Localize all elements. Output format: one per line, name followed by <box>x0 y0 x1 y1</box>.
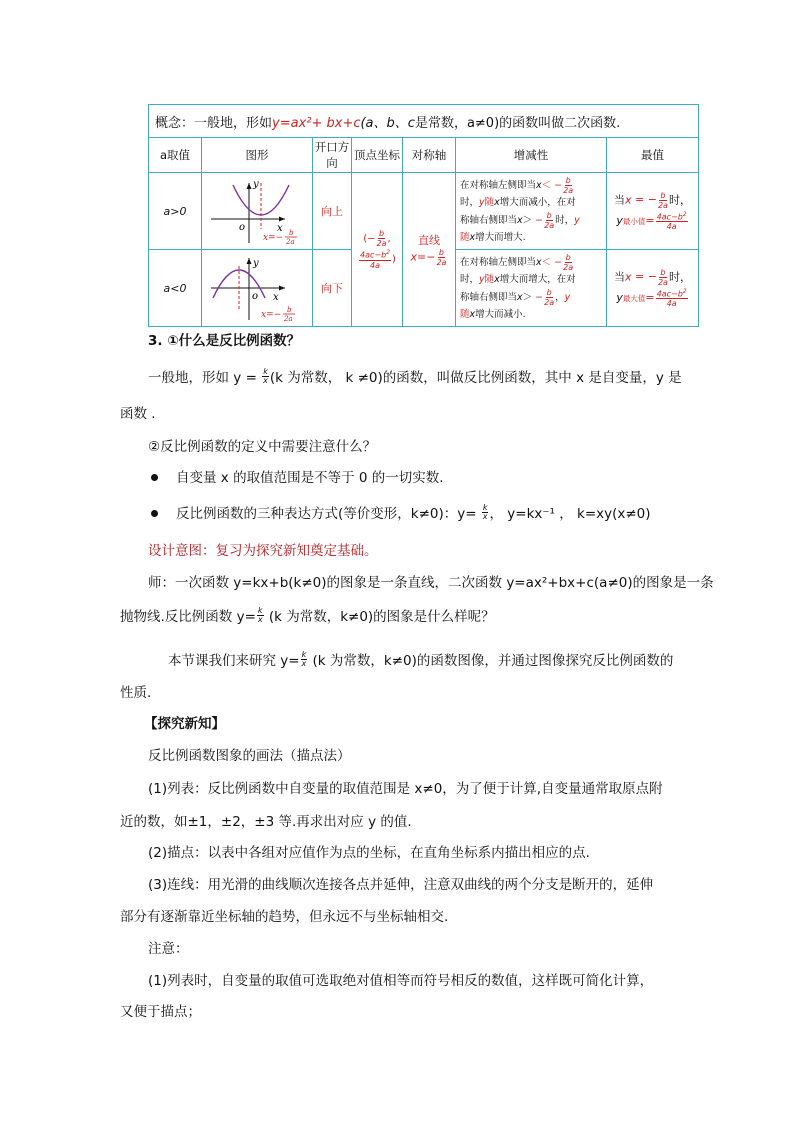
note-heading: 注意： <box>148 941 189 957</box>
def-rest: (k 为常数， k ≠0)的函数，叫做反比例函数，其中 x 是自变量，y 是 <box>269 370 682 386</box>
header-vertex: 顶点坐标 <box>352 138 403 173</box>
step3-line-2: 部分有逐渐靠近坐标轴的趋势，但永远不与坐标轴相交. <box>120 909 449 925</box>
teacher2-rest: (k 为常数，k≠0)的图象是什么样呢？ <box>264 609 495 625</box>
step1-line-1: (1)列表：反比例函数中自变量的取值范围是 x≠0，为了便于计算,自变量通常取原点附 <box>148 781 663 797</box>
note1-line-2: 又便于描点； <box>120 1004 201 1020</box>
quadratic-function-table <box>148 104 699 327</box>
t2-frac-num: k <box>257 605 263 615</box>
b2-frac-den: x <box>482 511 488 521</box>
concept-row <box>149 105 699 138</box>
parabola-up-graph <box>205 177 309 245</box>
note1-line-1: (1)列表时，自变量的取值可选取绝对值相等而符号相反的数值，这样既可简化计算， <box>148 973 654 989</box>
def-frac-den: x <box>263 375 268 385</box>
graph-down-cell <box>202 250 313 327</box>
bullet2-rest: ， y=kx⁻¹ ， k=xy(x≠0) <box>489 506 651 522</box>
axis-frac-num: b <box>289 229 294 237</box>
graph-up-cell <box>202 173 313 250</box>
origin-label: o <box>239 222 246 233</box>
concept-formula: y=ax²+ bx+c <box>272 115 361 131</box>
header-axis: 对称轴 <box>403 138 456 173</box>
lesson-line-1 <box>168 651 673 671</box>
extreme-min-cell: 当x = − $\frac{b}{2a}$ 时， y最小值= $\frac{4ac-b^2}{4a}$ <box>607 173 699 250</box>
opening-down-cell: 向下 <box>313 250 352 327</box>
bullet-dot <box>151 510 158 517</box>
x-axis-label: x <box>273 292 279 303</box>
l-frac-den: x <box>301 658 307 668</box>
bullet-2 <box>176 504 651 524</box>
a-positive-cell: a>0 <box>149 173 202 250</box>
method-title: 反比例函数图象的画法（描点法） <box>148 748 351 764</box>
bullet-dot <box>151 474 158 481</box>
concept-suffix: 是常数，a≠0)的函数叫做二次函数. <box>414 115 621 131</box>
lesson-line-2: 性质. <box>120 685 152 701</box>
section-heading: 【探究新知】 <box>144 716 225 732</box>
parabola-down-graph <box>205 254 309 322</box>
lesson-rest: (k 为常数，k≠0)的函数图像，并通过图像探究反比例函数的 <box>308 653 674 669</box>
symmetry-axis-text: 直线 x=− $\frac{b}{2a}$ <box>410 233 447 267</box>
vertex-cell <box>352 173 403 327</box>
design-intent: 设计意图：复习为探究新知奠定基础。 <box>148 543 378 559</box>
header-graph: 图形 <box>202 138 313 173</box>
bullet-1: 自变量 x 的取值范围是不等于 0 的一切实数. <box>176 470 444 486</box>
origin-label: o <box>252 291 259 302</box>
step1-line-2: 近的数，如±1，±2，±3 等.再求出对应 y 的值. <box>120 814 412 830</box>
axis-frac-den: 2a <box>286 238 295 245</box>
def-frac-num: k <box>263 366 268 376</box>
def-prefix: 一般地，形如 y = <box>148 370 262 386</box>
teacher-line-2 <box>120 607 495 627</box>
a-negative-cell: a<0 <box>149 250 202 327</box>
step2-line: (2)描点：以表中各组对应值作为点的坐标，在直角坐标系内描出相应的点. <box>148 845 590 861</box>
axis-eq-label: x=− <box>261 310 282 320</box>
table-row <box>149 173 699 250</box>
teacher-line-1: 师：一次函数 y=kx+b(k≠0)的图象是一条直线，二次函数 y=ax²+bx+c(a≠0)的图象是一条 <box>148 575 714 591</box>
opening-up-cell: 向上 <box>313 173 352 250</box>
teacher2-prefix: 抛物线.反比例函数 y= <box>120 609 256 625</box>
x-axis-label: x <box>277 223 283 234</box>
axis-frac-den: 2a <box>284 315 293 322</box>
concept-prefix: 概念：一般地，形如 <box>155 115 273 131</box>
b2-frac-num: k <box>482 502 488 512</box>
vertex-coordinate: (− $\frac{b}{2a}$ , $\frac{4ac-b^2}{4a}$ ) <box>360 229 396 270</box>
definition-line-1 <box>148 368 682 388</box>
lesson-prefix: 本节课我们来研究 y= <box>168 653 300 669</box>
y-axis-label: y <box>253 179 259 190</box>
axis-frac-num: b <box>287 306 292 314</box>
question-3b: ②反比例函数的定义中需要注意什么？ <box>148 439 377 455</box>
header-monotonicity: 增减性 <box>456 138 607 173</box>
monotonicity-up-cell: 在对称轴左侧即当x＜ − $\frac{b}{2a}$ 时，y随x增大而减小，在对 称轴右侧即当x＞ − $\frac{b}{2a}$ 时，y 随x增大而增大. <box>456 173 607 250</box>
bullet2-prefix: 反比例函数的三种表达方式(等价变形，k≠0)：y= <box>176 506 481 522</box>
monotonicity-down-cell: 在对称轴左侧即当x＜ − $\frac{b}{2a}$ 时，y随x增大而增大，在对 称轴右侧即当x＞ − $\frac{b}{2a}$ ，y 随x增大而减小. <box>456 250 607 327</box>
extreme-max-cell: 当x = − $\frac{b}{2a}$ 时， y最大值= $\frac{4ac-b^2}{4a}$ <box>607 250 699 327</box>
question-3: 3. ①什么是反比例函数？ <box>148 333 301 349</box>
header-opening: 开口方向 <box>313 138 352 173</box>
definition-line-2: 函数 . <box>120 406 156 422</box>
header-extreme: 最值 <box>607 138 699 173</box>
step3-line-1: (3)连线：用光滑的曲线顺次连接各点并延伸，注意双曲线的两个分支是断开的，延伸 <box>148 877 654 893</box>
t2-frac-den: x <box>257 614 263 624</box>
header-a-value: a取值 <box>149 138 202 173</box>
symmetry-axis-cell <box>403 173 456 327</box>
axis-eq-label: x=− <box>263 233 284 243</box>
y-axis-label: y <box>253 258 259 269</box>
concept-params: (a、b、c <box>360 115 415 131</box>
l-frac-num: k <box>301 649 307 659</box>
